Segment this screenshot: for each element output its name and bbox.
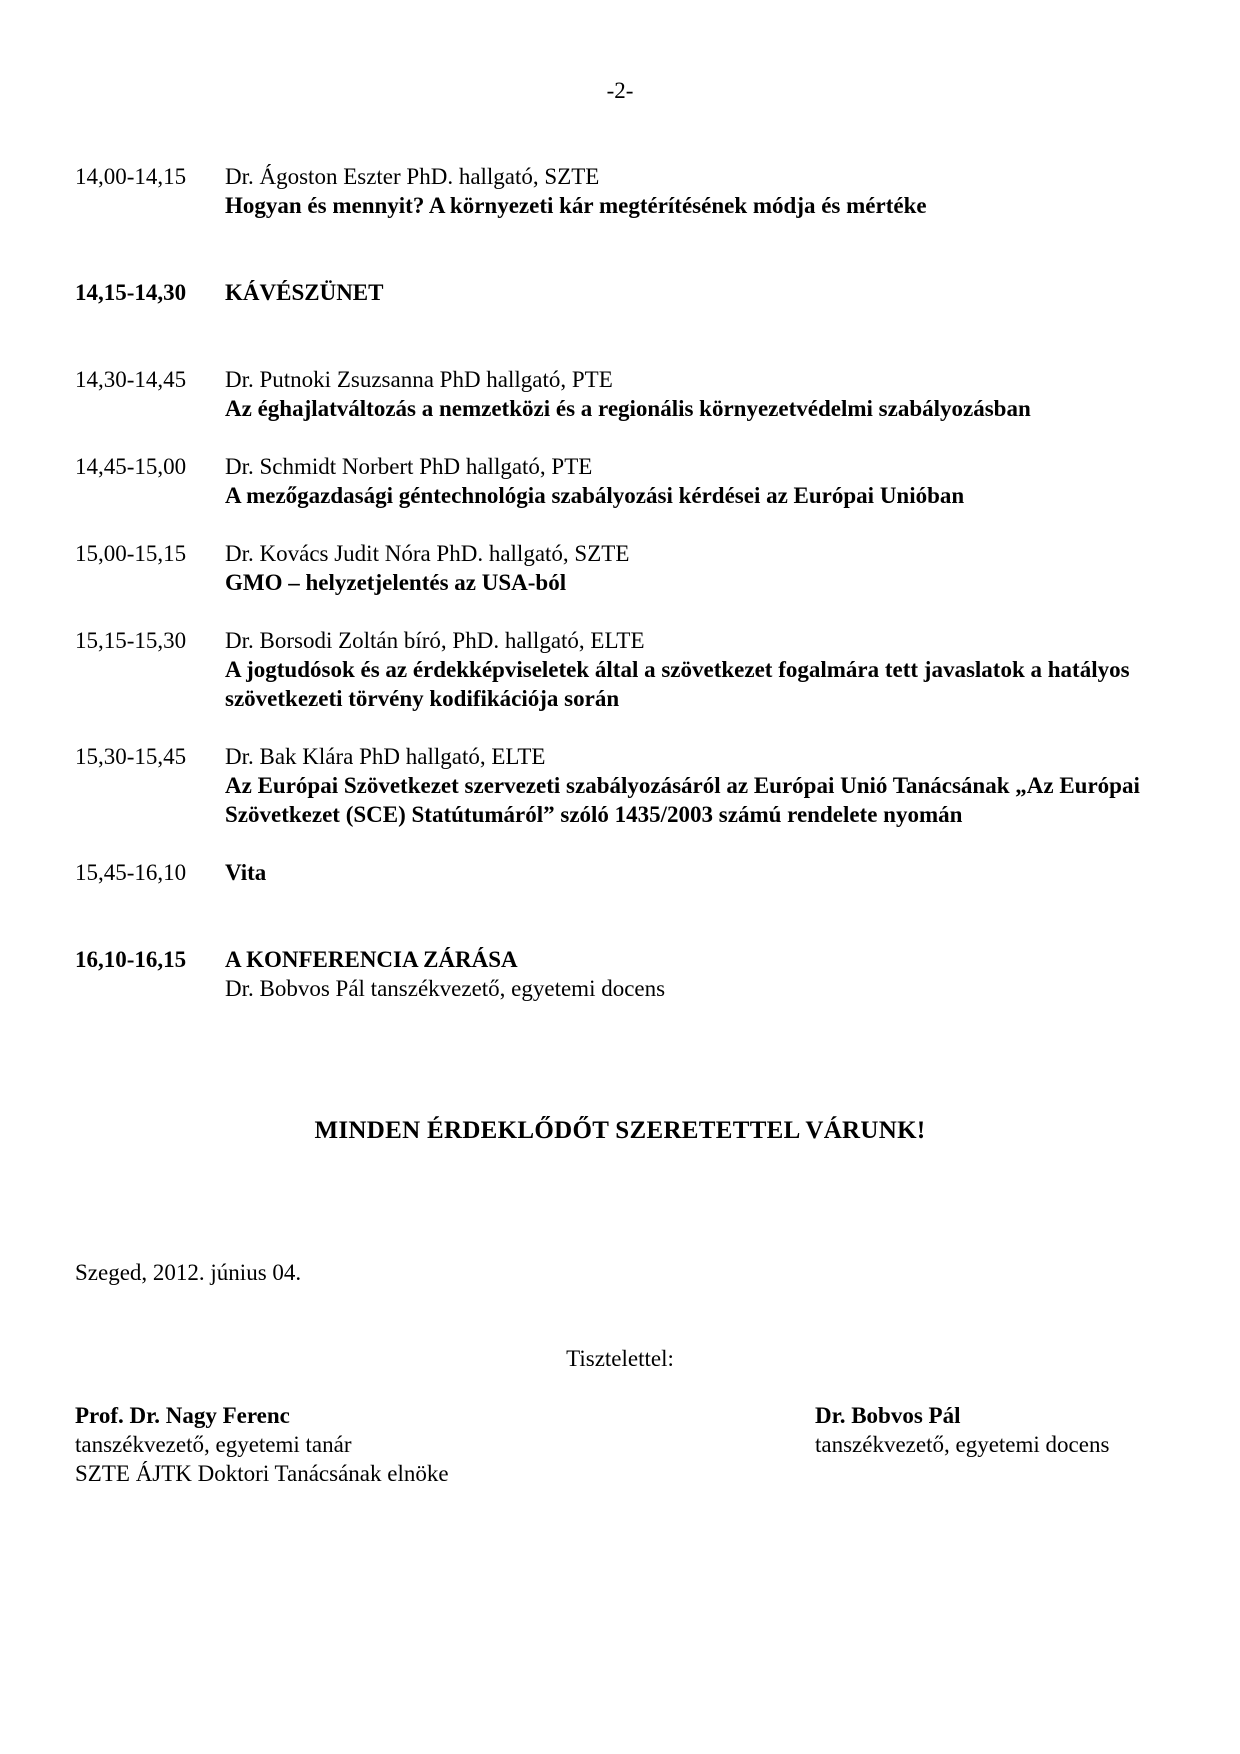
agenda-item-break	[75, 278, 1155, 307]
agenda-speaker: Dr. Putnoki Zsuzsanna PhD hallgató, PTE	[225, 367, 613, 392]
agenda-item	[75, 162, 1155, 220]
signatory-name: Dr. Bobvos Pál	[815, 1403, 961, 1428]
greeting: Tisztelettel:	[566, 1346, 674, 1371]
agenda-time: 14,45-15,00	[75, 454, 187, 479]
agenda-item	[75, 452, 1155, 510]
agenda-speaker: Dr. Ágoston Eszter PhD. hallgató, SZTE	[225, 164, 600, 189]
agenda-title: Az éghajlatváltozás a nemzetközi és a regionális környezetvédelmi szabályozásban	[225, 396, 1031, 421]
page-number: -2-	[606, 78, 634, 103]
invitation-heading: MINDEN ÉRDEKLŐDŐT SZERETETTEL VÁRUNK!	[314, 1117, 926, 1144]
agenda-time: 15,00-15,15	[75, 541, 187, 566]
agenda-time: 15,45-16,10	[75, 860, 187, 885]
agenda-title: GMO – helyzetjelentés az USA-ból	[225, 570, 567, 595]
place-date: Szeged, 2012. június 04.	[75, 1260, 302, 1285]
agenda-speaker: Dr. Schmidt Norbert PhD hallgató, PTE	[225, 454, 593, 479]
signatory-role: tanszékvezető, egyetemi docens	[815, 1432, 1110, 1457]
signatory-name: Prof. Dr. Nagy Ferenc	[75, 1403, 290, 1428]
agenda-time: 15,15-15,30	[75, 628, 187, 653]
agenda-time: 14,30-14,45	[75, 367, 187, 392]
agenda-time: 14,15-14,30	[75, 280, 187, 305]
signatory-left	[75, 1401, 449, 1488]
agenda-speaker: Dr. Bak Klára PhD hallgató, ELTE	[225, 744, 546, 769]
agenda-item	[75, 365, 1155, 423]
signatory-right	[815, 1401, 1109, 1459]
agenda-title: Az Európai Szövetkezet szervezeti szabályozásáról az Európai Unió Tanácsának „Az Európai Szövetkezet (SCE) Statútumáról” szóló 1435/2003 számú rendelete nyomán	[225, 773, 1140, 827]
agenda-item	[75, 539, 1155, 597]
agenda-time: 15,30-15,45	[75, 744, 187, 769]
agenda-item-closing	[75, 945, 1155, 1003]
agenda-item	[75, 626, 1155, 713]
agenda-item	[75, 742, 1155, 829]
agenda-title: Hogyan és mennyit? A környezeti kár megtérítésének módja és mértéke	[225, 193, 927, 218]
agenda-title: KÁVÉSZÜNET	[225, 280, 384, 305]
signatory-role: tanszékvezető, egyetemi tanár	[75, 1432, 352, 1457]
agenda	[75, 162, 1155, 1032]
agenda-title: Vita	[225, 860, 267, 885]
agenda-title: A jogtudósok és az érdekképviseletek által a szövetkezet fogalmára tett javaslatok a hatályos szövetkezeti törvény kodifikációja során	[225, 657, 1130, 711]
agenda-speaker: Dr. Borsodi Zoltán bíró, PhD. hallgató, ELTE	[225, 628, 645, 653]
agenda-speaker: Dr. Kovács Judit Nóra PhD. hallgató, SZTE	[225, 541, 630, 566]
agenda-time: 14,00-14,15	[75, 164, 187, 189]
agenda-speaker: Dr. Bobvos Pál tanszékvezető, egyetemi docens	[225, 976, 666, 1001]
agenda-title: A mezőgazdasági géntechnológia szabályozási kérdései az Európai Unióban	[225, 483, 965, 508]
agenda-item-discussion	[75, 858, 1155, 887]
signatory-role: SZTE ÁJTK Doktori Tanácsának elnöke	[75, 1461, 449, 1486]
agenda-time: 16,10-16,15	[75, 947, 187, 972]
agenda-title: A KONFERENCIA ZÁRÁSA	[225, 947, 518, 972]
